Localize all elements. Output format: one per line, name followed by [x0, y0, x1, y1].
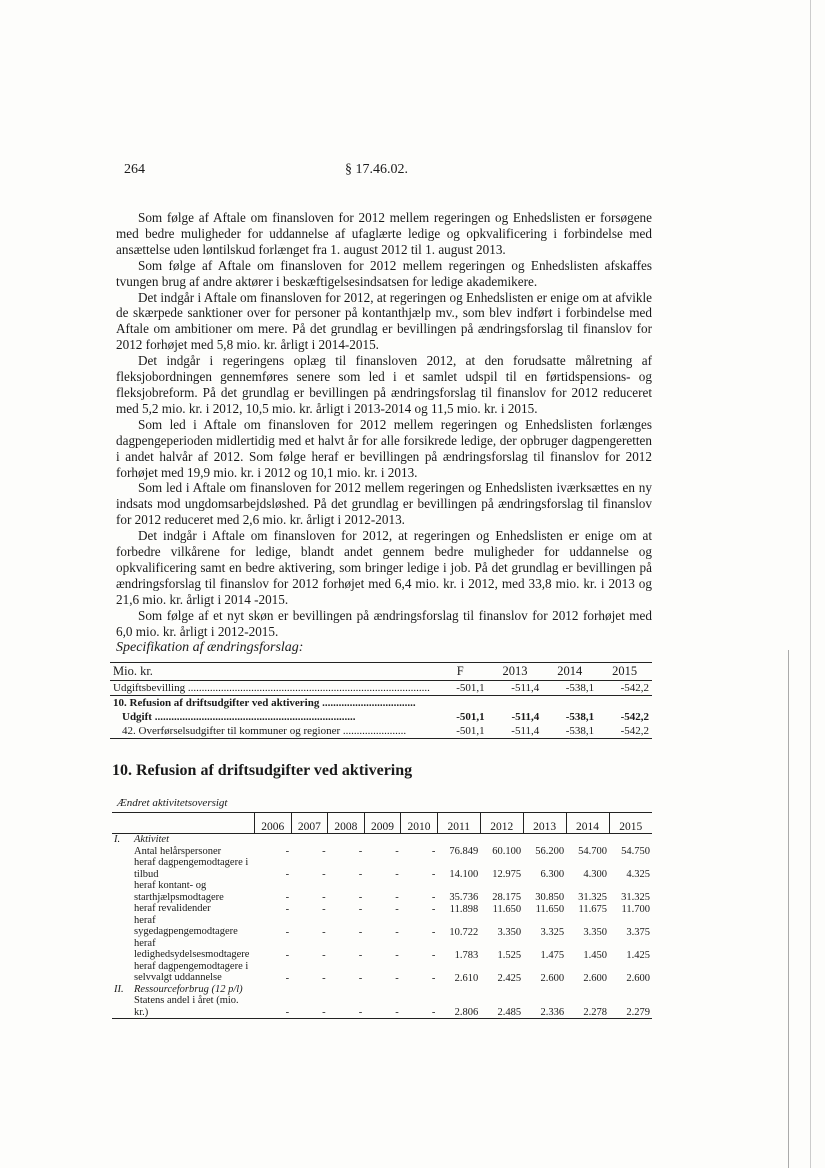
- activity-row-label: heraf kontant- og starthjælpsmodtagere: [134, 880, 224, 903]
- activity-cell: -: [358, 926, 363, 938]
- spec-row: [110, 696, 652, 711]
- activity-cell: 2.278: [566, 995, 609, 1019]
- activity-table-caption: Ændret aktivitetsoversigt: [117, 797, 228, 809]
- page-number: 264: [124, 162, 145, 177]
- activity-cell: -: [255, 995, 292, 1019]
- spec-col-label: Mio. kr.: [110, 663, 433, 681]
- paragraph: Som følge af Aftale om finansloven for 2012 mellem regeringen og Enhedslisten er forsøgene med bedre muligheder for uddannelse af ufaglærte ledige og opkvalificering i forbindelse med ansættelse uden løntilskud forlænget fra 1. august 2012 til 1. august 2013.: [116, 210, 652, 257]
- spec-cell: -501,1: [456, 682, 485, 694]
- activity-cell: 12.975: [492, 869, 522, 880]
- activity-cell: 11.700: [621, 903, 650, 915]
- activity-cell: -: [328, 995, 365, 1019]
- activity-cell: -: [322, 869, 326, 880]
- group-numeral: I.: [114, 834, 121, 845]
- spec-cell: -542,2: [620, 725, 649, 737]
- spec-cell: -538,1: [565, 711, 595, 723]
- activity-cell: 11.898: [449, 903, 479, 915]
- group-numeral: II.: [114, 983, 124, 995]
- spec-cell: -511,4: [511, 725, 540, 737]
- paragraph: Som følge af Aftale om finansloven for 2012 mellem regeringen og Enhedslisten afskaffes tvungen brug af andre aktører i beskæftigelsesindsatsen for ledige akademikere.: [116, 257, 652, 289]
- paragraph: Som led i Aftale om finansloven for 2012 mellem regeringen og Enhedslisten forlænges dagpengeperioden midlertidig med et halvt år for alle forsikrede ledige, der opbruger dagpengeretten i andet halvår af 2012. Som følge heraf er bevillingen på ændringsforslag til finanslov for 2012 forhøjet med 19,9 mio. kr. i 2012 og 10,1 mio. kr. i 2013.: [116, 416, 652, 480]
- activity-cell: 30.850: [535, 892, 565, 903]
- activity-row-label: heraf dagpengemodtagere i tilbud: [134, 857, 249, 880]
- activity-cell: 76.849: [449, 846, 479, 857]
- paragraph: Som følge af et nyt skøn er bevillingen på ændringsforslag til finanslov for 2012 forhøjet med 6,0 mio. kr. årligt i 2012-2015.: [116, 607, 652, 639]
- activity-cell: -: [431, 869, 436, 880]
- activity-cell: 31.325: [621, 892, 650, 903]
- activity-row-label: heraf sygedagpengemodtagere: [134, 914, 238, 937]
- activity-cell: 1.425: [626, 949, 650, 961]
- activity-year-header-row: [112, 813, 652, 834]
- activity-cell: -: [285, 949, 290, 961]
- activity-cell: -: [358, 892, 363, 903]
- activity-cell: 3.350: [497, 926, 522, 938]
- activity-cell: -: [322, 926, 326, 938]
- activity-cell: -: [395, 892, 399, 903]
- activity-cell: -: [322, 846, 326, 857]
- activity-row: [112, 880, 652, 903]
- activity-row-label: heraf revalidender: [134, 903, 211, 914]
- year-header: 2011: [437, 813, 480, 834]
- activity-row-label: heraf dagpengemodtagere i selvvalgt uddannelse: [134, 960, 249, 983]
- year-header: 2006: [255, 813, 292, 834]
- activity-cell: -: [431, 949, 436, 961]
- activity-cell: -: [291, 995, 328, 1019]
- activity-cell: 2.485: [480, 995, 523, 1019]
- activity-cell: 4.325: [626, 869, 650, 880]
- activity-cell: -: [431, 903, 436, 915]
- section-heading: 10. Refusion af driftsudgifter ved aktivering: [112, 762, 413, 779]
- scan-edge-line: [810, 0, 811, 1168]
- activity-cell: -: [395, 926, 399, 938]
- year-header: 2010: [401, 813, 438, 834]
- activity-cell: -: [322, 972, 326, 984]
- activity-cell: -: [322, 949, 326, 961]
- year-header: 2009: [364, 813, 401, 834]
- spec-cell: -511,4: [511, 711, 540, 723]
- activity-cell: -: [285, 972, 290, 984]
- activity-cell: 2.279: [609, 995, 652, 1019]
- paragraph: Som led i Aftale om finansloven for 2012 mellem regeringen og Enhedslisten iværksættes en ny indsats mod ungdomsarbejdsløshed. På det grundlag er bevillingen på ændringsforslag til finanslov for 2012 reduceret med 2,6 mio. kr. årligt i 2012-2013.: [116, 480, 652, 528]
- activity-cell: -: [395, 972, 399, 984]
- activity-cell: 31.325: [578, 892, 607, 903]
- activity-row-label: Antal helårspersoner: [134, 845, 222, 857]
- activity-cell: 54.750: [621, 846, 650, 857]
- activity-cell: 11.675: [578, 903, 607, 915]
- spec-row: [110, 681, 652, 696]
- group-row: [112, 834, 652, 846]
- activity-row: [112, 938, 652, 961]
- spec-col-header: 2014: [542, 663, 597, 681]
- spec-caption: Specifikation af ændringsforslag:: [116, 640, 304, 655]
- activity-cell: -: [431, 846, 436, 857]
- activity-cell: 35.736: [449, 892, 479, 903]
- spec-col-header: 2015: [597, 663, 652, 681]
- year-header: 2012: [480, 813, 523, 834]
- year-header: 2008: [328, 813, 365, 834]
- section-reference: § 17.46.02.: [345, 162, 408, 177]
- activity-cell: 2.600: [540, 972, 565, 984]
- activity-cell: 11.650: [492, 903, 522, 915]
- year-header: 2013: [523, 813, 566, 834]
- paragraph: Det indgår i regeringens oplæg til finansloven 2012, at den forudsatte målretning af fleksjobordningen gennemføres senere som led i et samlet udspil til en førtidspensions- og fleksjobreform. På det grundlag er bevillingen på ændringsforslag til finanslov for 2012 reduceret med 5,2 mio. kr. i 2012, 10,5 mio. kr. årligt i 2013-2014 og 11,5 mio. kr. i 2015.: [116, 353, 652, 416]
- activity-cell: 28.175: [492, 892, 522, 903]
- spec-cell: -538,1: [565, 725, 595, 737]
- activity-cell: 10.722: [449, 926, 479, 938]
- activity-cell: -: [431, 972, 436, 984]
- activity-cell: -: [395, 903, 399, 915]
- activity-cell: -: [395, 846, 399, 857]
- activity-cell: -: [395, 869, 399, 880]
- spec-header-row: [110, 663, 652, 681]
- group-title: Aktivitet: [134, 834, 169, 845]
- spec-cell: -538,1: [565, 682, 595, 694]
- activity-row-label: heraf ledighedsydelsesmodtagere: [134, 937, 250, 960]
- spec-row-label: Udgiftsbevilling ........................................................................................: [113, 682, 430, 694]
- paragraph: Det indgår i Aftale om finansloven for 2012, at regeringen og Enhedslisten er enige om at afvikle de skærpede sanktioner over for personer på kontanthjælp mv., som blev indført i forbindelse med Aftale om ambitioner om mere. På det grundlag er bevillingen på ændringsforslag til finanslov for 2012 forhøjet med 5,8 mio. kr. årligt i 2014-2015.: [116, 289, 652, 353]
- activity-cell: 3.325: [540, 926, 565, 938]
- activity-cell: 4.300: [583, 869, 607, 880]
- spec-row: [110, 724, 652, 739]
- activity-cell: -: [431, 892, 436, 903]
- activity-row: [112, 915, 652, 938]
- activity-cell: -: [285, 903, 290, 915]
- activity-table: [112, 812, 652, 1019]
- activity-cell: 2.336: [523, 995, 566, 1019]
- activity-cell: -: [285, 892, 290, 903]
- activity-cell: -: [285, 846, 290, 857]
- specification-table: [110, 662, 652, 739]
- activity-cell: -: [358, 869, 363, 880]
- spec-cell: -501,1: [456, 725, 485, 737]
- activity-cell: -: [364, 995, 401, 1019]
- activity-cell: 60.100: [492, 846, 522, 857]
- activity-cell: -: [358, 972, 363, 984]
- spec-row-label: 42. Overførselsudgifter til kommuner og regioner .......................: [122, 725, 407, 737]
- activity-cell: -: [395, 949, 399, 961]
- activity-cell: 1.525: [497, 949, 522, 961]
- year-header: 2014: [566, 813, 609, 834]
- activity-cell: -: [285, 926, 290, 938]
- activity-row: [112, 903, 652, 915]
- activity-cell: -: [322, 892, 326, 903]
- year-header: 2015: [609, 813, 652, 834]
- activity-cell: 3.375: [626, 926, 650, 938]
- activity-cell: 2.425: [497, 972, 522, 984]
- paragraph: Det indgår i Aftale om finansloven for 2012, at regeringen og Enhedslisten er enige om at forbedre vilkårene for ledige, blandt andet gennem bedre muligheder for uddannelse og opkvalificering samt en bedre aktivering, som bringer ledige i job. På det grundlag er bevillingen på ændringsforslag til finanslov for 2012 forhøjet med 6,4 mio. kr. i 2012, med 33,8 mio. kr. i 2013 og 21,6 mio. kr. årligt i 2014 -2015.: [116, 528, 652, 607]
- activity-cell: -: [358, 949, 363, 961]
- activity-cell: -: [431, 926, 436, 938]
- activity-row: [112, 846, 652, 858]
- spec-row-label: Udgift .........................................................................: [122, 711, 356, 723]
- activity-cell: -: [285, 869, 290, 880]
- activity-cell: -: [358, 903, 363, 915]
- activity-cell: 6.300: [540, 869, 565, 880]
- activity-row: [112, 995, 652, 1019]
- spec-cell: -511,4: [511, 682, 540, 694]
- spec-cell: -501,1: [456, 711, 485, 723]
- activity-cell: 56.200: [535, 846, 565, 857]
- spec-col-header: F: [433, 663, 488, 681]
- spec-cell: -542,2: [620, 682, 649, 694]
- activity-cell: 2.610: [454, 972, 479, 984]
- spec-col-header: 2013: [488, 663, 543, 681]
- group-row: [112, 984, 652, 996]
- spec-cell: -542,2: [620, 711, 649, 723]
- activity-cell: 54.700: [578, 846, 607, 857]
- activity-cell: 14.100: [449, 869, 479, 880]
- activity-cell: 2.600: [583, 972, 607, 984]
- activity-cell: -: [358, 846, 363, 857]
- activity-cell: 2.806: [437, 995, 480, 1019]
- spec-row: [110, 710, 652, 724]
- activity-cell: 11.650: [535, 903, 565, 915]
- activity-cell: -: [322, 903, 326, 915]
- activity-cell: 1.450: [583, 949, 607, 961]
- activity-cell: -: [401, 995, 438, 1019]
- body-text: [116, 210, 652, 639]
- activity-cell: 1.783: [454, 949, 479, 961]
- activity-row: [112, 961, 652, 984]
- activity-row: [112, 857, 652, 880]
- year-header: 2007: [291, 813, 328, 834]
- activity-cell: 3.350: [583, 926, 607, 938]
- group-title: Ressourceforbrug (12 p/l): [134, 983, 243, 995]
- activity-cell: 1.475: [540, 949, 565, 961]
- spec-row-label: 10. Refusion af driftsudgifter ved aktivering ..................................: [113, 697, 416, 709]
- activity-cell: 2.600: [626, 972, 650, 984]
- activity-row-label: Statens andel i året (mio. kr.): [132, 995, 255, 1019]
- scan-edge-line: [788, 650, 789, 1168]
